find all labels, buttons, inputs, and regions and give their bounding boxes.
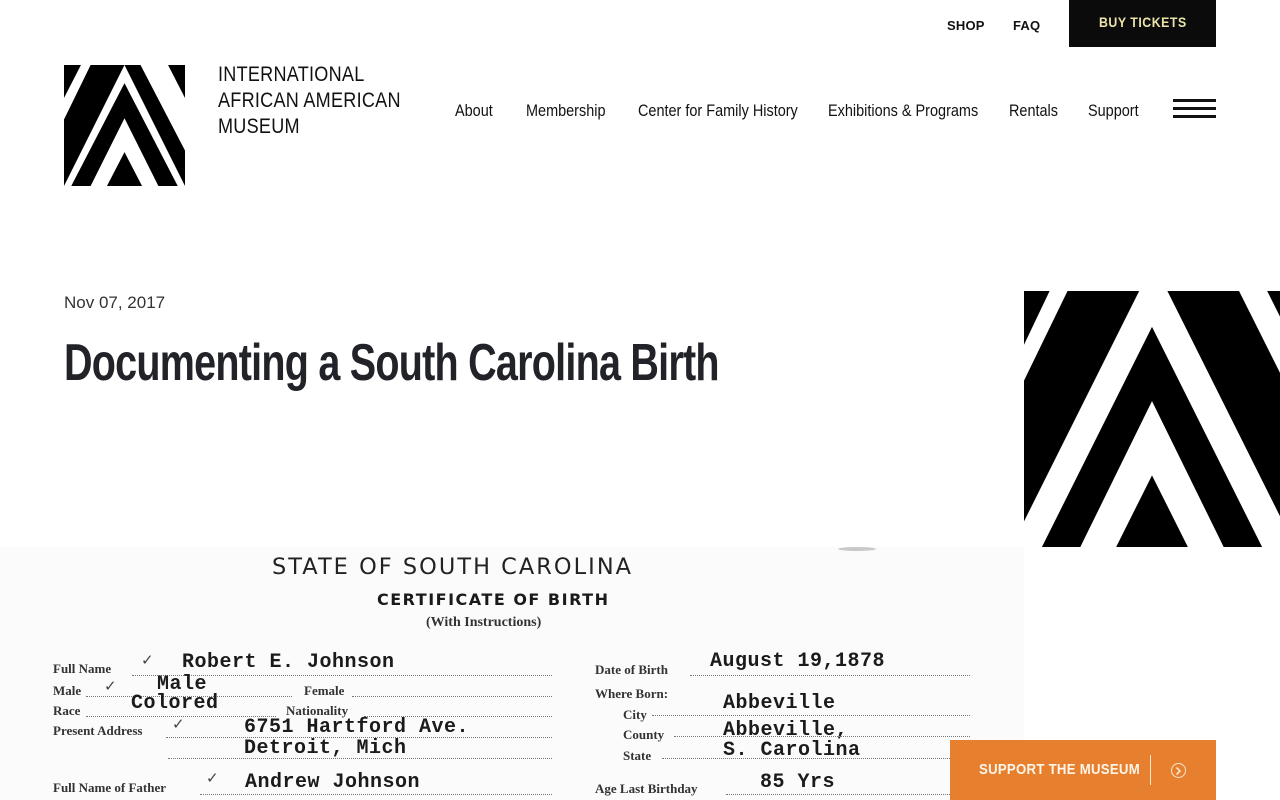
race-label: Race (53, 703, 81, 718)
nav-item-membership[interactable]: Membership (526, 101, 606, 120)
present-address-label: Present Address (53, 723, 143, 738)
female-label: Female (304, 683, 345, 698)
rule-line (674, 736, 970, 737)
shop-link[interactable]: SHOP (947, 18, 985, 33)
rule-line (352, 696, 552, 697)
wordmark-line-1: INTERNATIONAL (218, 63, 365, 86)
county-label: County (623, 727, 665, 742)
wordmark-line-3: MUSEUM (218, 115, 300, 138)
checkmark-icon: ✓ (206, 769, 219, 787)
county-value: Abbeville, (723, 719, 849, 742)
rule-line (168, 758, 552, 759)
page-title: Documenting a South Carolina Birth (64, 334, 719, 392)
museum-wordmark (218, 62, 431, 140)
state-value: S. Carolina (723, 739, 861, 762)
birth-certificate-image (0, 547, 1024, 800)
age-label: Age Last Birthday (595, 781, 698, 796)
rule-line (690, 675, 970, 676)
support-the-museum-button[interactable] (950, 740, 1216, 800)
post-date: Nov 07, 2017 (64, 293, 166, 312)
nav-item-center-for-family-history[interactable]: Center for Family History (638, 101, 798, 120)
where-born-label: Where Born: (595, 686, 669, 701)
divider (1150, 755, 1151, 785)
nav-item-rentals[interactable]: Rentals (1009, 101, 1058, 120)
age-value: 85 Yrs (760, 771, 836, 794)
male-value: Male (157, 673, 208, 696)
chevron-a-decorative-icon (1024, 291, 1280, 547)
date-of-birth-label: Date of Birth (595, 662, 668, 677)
father-value: Andrew Johnson (245, 771, 421, 794)
certificate-instructions: (With Instructions) (426, 615, 542, 630)
male-label: Male (53, 683, 82, 698)
buy-tickets-label: BUY TICKETS (1098, 14, 1187, 30)
rule-line (652, 715, 970, 716)
hamburger-menu-icon[interactable] (1173, 99, 1216, 121)
city-value: Abbeville (723, 692, 836, 715)
wordmark-line-2: AFRICAN AMERICAN (218, 89, 401, 112)
city-label: City (623, 707, 647, 722)
date-of-birth-value: August 19,1878 (710, 650, 886, 673)
certificate-subheader: CERTIFICATE OF BIRTH (377, 590, 610, 609)
certificate-header: STATE OF SOUTH CAROLINA (272, 555, 634, 580)
checkmark-icon: ✓ (172, 715, 185, 733)
circle-arrow-right-icon (1171, 763, 1186, 778)
nav-item-exhibitions-programs[interactable]: Exhibitions & Programs (828, 101, 979, 120)
address-line-2: Detroit, Mich (244, 737, 407, 760)
checkmark-icon: ✓ (104, 677, 117, 695)
race-value: Colored (131, 692, 219, 715)
full-name-value: Robert E. Johnson (182, 651, 395, 674)
father-label: Full Name of Father (53, 780, 167, 795)
rule-line (726, 794, 970, 795)
rule-line (200, 794, 552, 795)
full-name-label: Full Name (53, 661, 112, 676)
address-line-1: 6751 Hartford Ave. (244, 716, 470, 739)
chevron-a-logo-icon (64, 65, 185, 186)
support-label: SUPPORT THE MUSEUM (979, 761, 1140, 778)
buy-tickets-button[interactable] (1069, 0, 1216, 47)
rule-line (662, 758, 970, 759)
nav-item-about[interactable]: About (455, 101, 493, 120)
scan-smudge (838, 547, 876, 551)
state-label: State (623, 748, 652, 763)
nav-item-support[interactable]: Support (1088, 101, 1139, 120)
nationality-label: Nationality (286, 703, 349, 718)
faq-link[interactable]: FAQ (1013, 18, 1041, 33)
checkmark-icon: ✓ (141, 651, 154, 669)
